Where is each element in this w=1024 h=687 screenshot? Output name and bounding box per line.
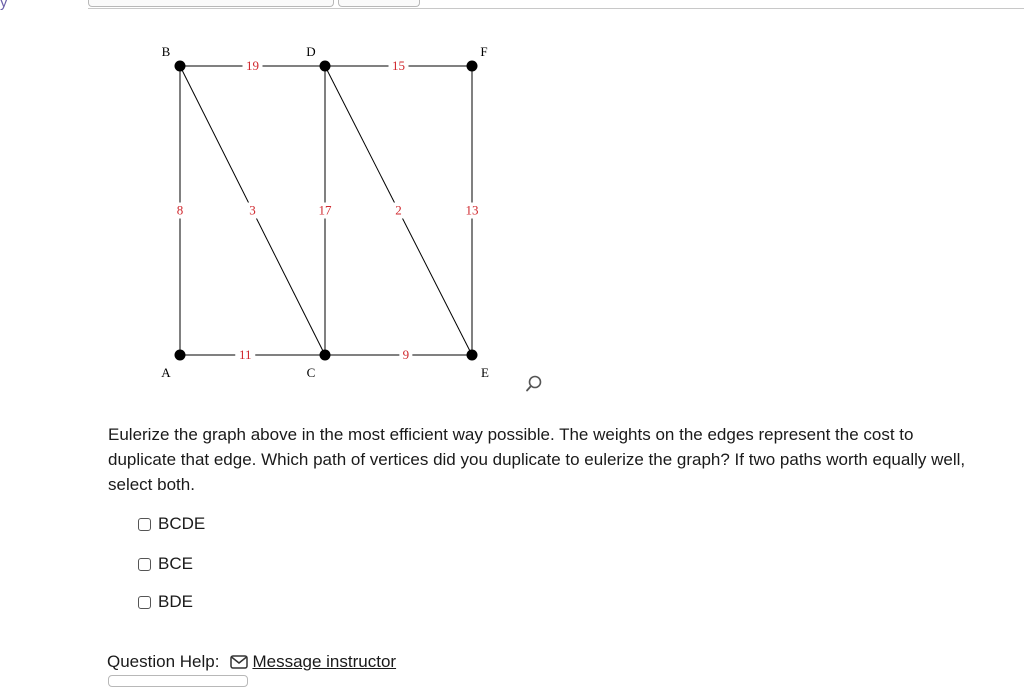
vertex-label-A: A [161,365,171,380]
corner-glyph: y [0,0,8,11]
edge-weight-BA: 8 [176,202,184,218]
question-help-label: Question Help: [107,652,220,671]
vertex-label-E: E [481,365,489,380]
option-label: BCE [158,554,193,573]
option-label: BDE [158,592,193,611]
option-bde[interactable] [138,592,193,612]
vertex-label-B: B [161,44,171,59]
vertex-E [467,350,478,361]
edge-weight-CE: 9 [402,347,410,362]
option-label: BCDE [158,514,206,533]
graph-figure [0,0,600,400]
vertex-label-F: F [480,44,488,59]
edge-weight-DC: 17 [318,202,332,218]
edge-weight-FE: 13 [465,202,479,218]
vertex-D [320,61,331,72]
vertex-label-C: C [306,365,316,380]
edge-weight-DE: 2 [395,202,402,218]
checkbox-bce[interactable] [138,558,151,571]
option-bce[interactable] [138,554,193,574]
vertex-B [175,61,186,72]
vertex-F [467,61,478,72]
edge-weight-BD: 19 [246,58,259,73]
message-instructor-link[interactable]: Message instructor [252,652,397,671]
vertex-A [175,350,186,361]
bottom-button-stub[interactable] [108,675,248,687]
edge-weight-DF: 15 [392,58,405,73]
magnifier-icon[interactable] [523,373,545,395]
question-text: Eulerize the graph above in the most efficient way possible. The weights on the edges represent the cost to duplicate that edge. Which path of vertices did you duplicate to eulerize the graph? If two paths worth equally well, select both. [108,425,966,494]
vertex-label-D: D [306,44,316,59]
mail-icon[interactable] [230,655,248,669]
checkbox-bcde[interactable] [138,518,151,531]
vertex-C [320,350,331,361]
option-bcde[interactable] [138,514,205,534]
question-help [107,652,396,672]
edge-weight-AC: 11 [238,347,252,362]
edge-weight-BC: 3 [249,202,256,218]
checkbox-bde[interactable] [138,596,151,609]
